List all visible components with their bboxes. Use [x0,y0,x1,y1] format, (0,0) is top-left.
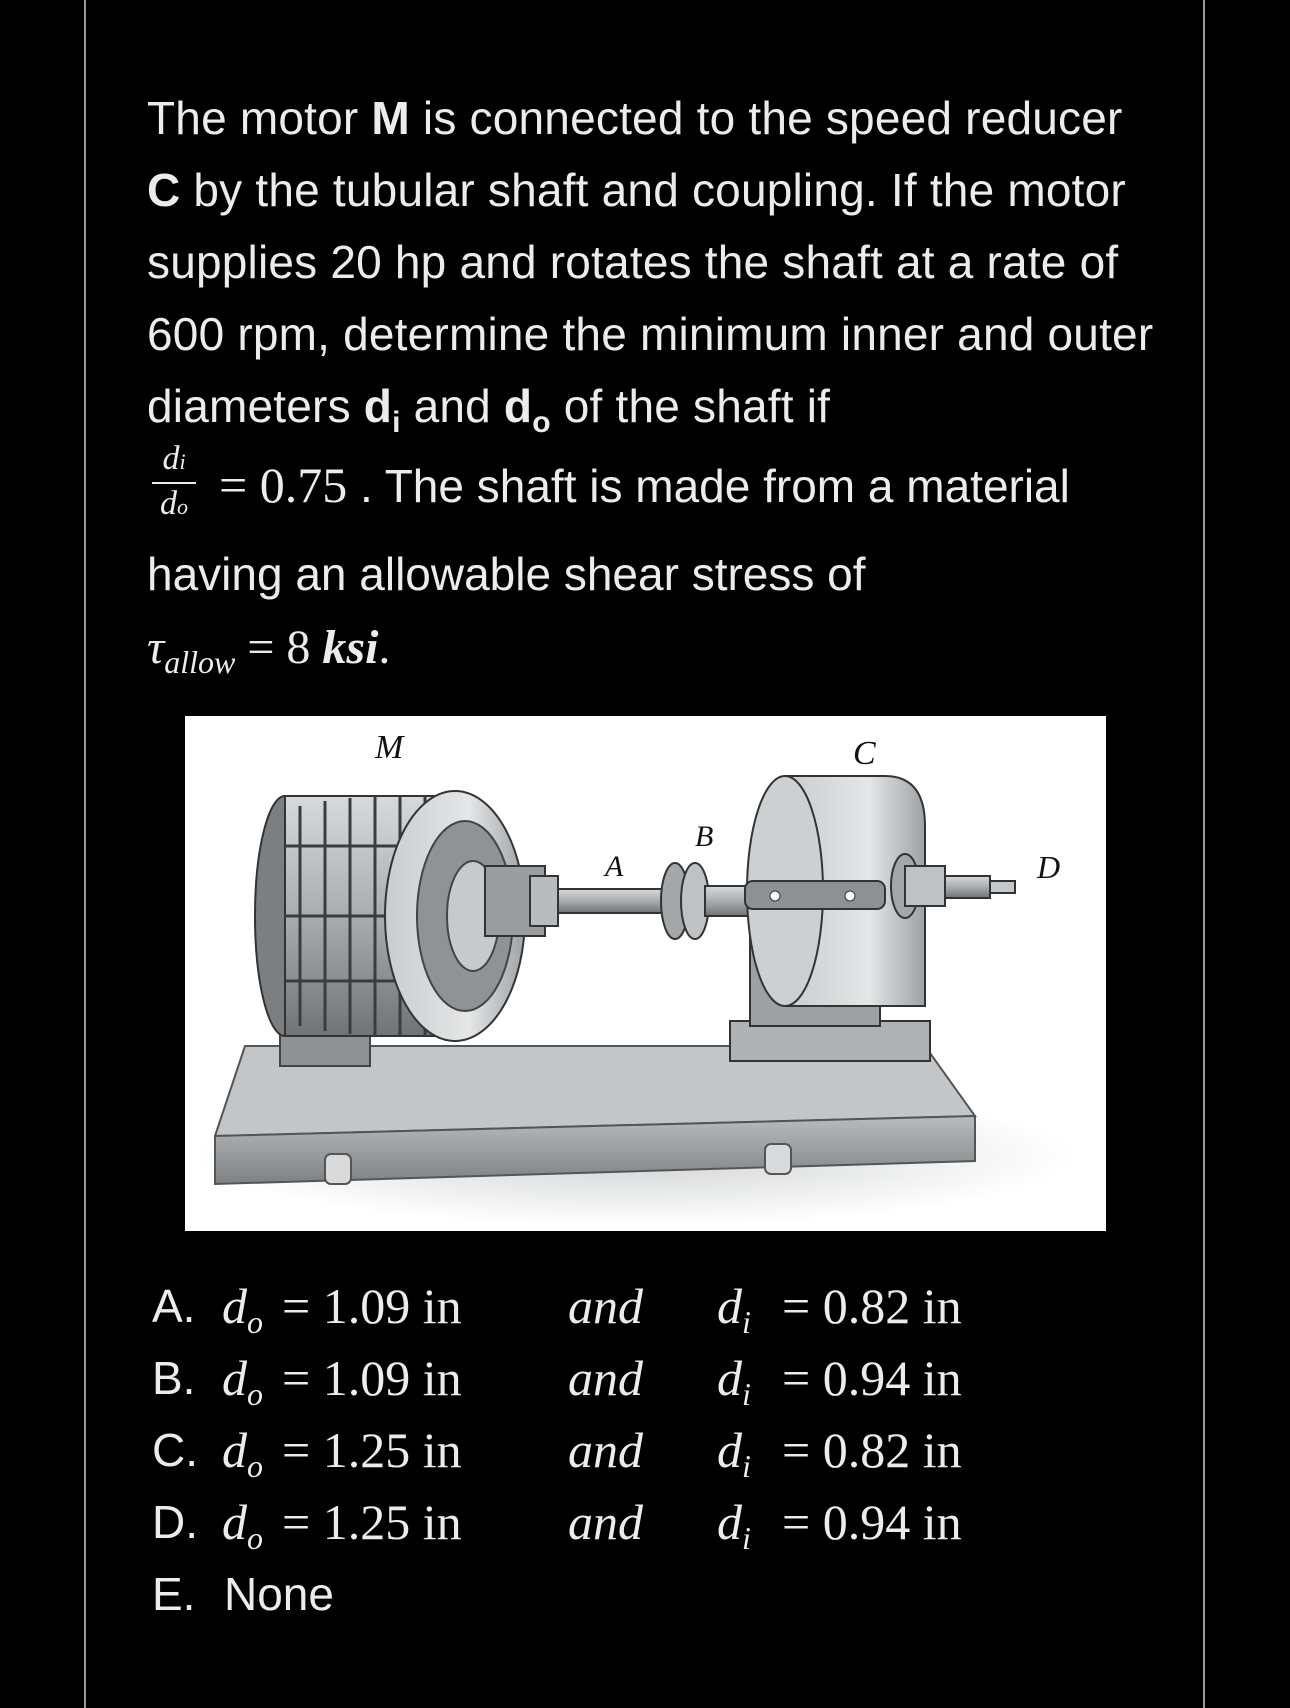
tau-subscript: allow [164,644,236,680]
ratio-equals: = [219,457,260,513]
problem-text-5: of the shaft if [550,380,831,432]
do-symbol: $d_o$ [222,1278,263,1340]
right-border-line [1203,0,1205,1708]
and-text: and [568,1422,643,1478]
tau-symbol: τ [147,621,165,674]
choice-letter: B. [152,1352,196,1404]
do-symbol: $d_o$ [222,1422,263,1484]
allowable-stress: $\tau_{allow} = 8$ ksi. [147,621,391,680]
di-value: = 0.82 in [782,1422,962,1478]
and-text: and [568,1494,643,1550]
problem-text-1: The motor [147,92,372,144]
choice-letter: C. [152,1424,198,1476]
choice-letter: D. [152,1496,198,1548]
answer-choices [152,1270,1152,1630]
coupling-b [661,863,755,939]
motor-symbol: M [371,92,410,144]
choice-letter: A. [152,1280,196,1332]
di-value: = 0.82 in [782,1278,962,1334]
choice-a[interactable] [152,1270,1152,1342]
coupling-a [485,866,558,936]
label-m: M [375,729,404,766]
do-value: = 1.09 in [282,1350,462,1406]
choice-c[interactable] [152,1414,1152,1486]
label-c: C [853,735,876,772]
reducer-symbol: C [147,164,181,216]
tubular-shaft [558,889,668,913]
problem-text-7: having an allowable shear stress of [147,548,866,600]
speed-reducer [730,776,930,1061]
problem-text-4: and [400,380,504,432]
ratio-denominator: do [160,485,188,522]
di-value: = 0.94 in [782,1350,962,1406]
and-text: and [568,1278,643,1334]
do-symbol: $d_o$ [222,1350,263,1412]
ratio-numerator: di [152,440,196,484]
problem-text-6: . The shaft is made from a material [347,460,1070,512]
di-value: = 0.94 in [782,1494,962,1550]
choice-e[interactable] [152,1558,1152,1630]
choice-d[interactable] [152,1486,1152,1558]
ratio-equation [147,440,1157,530]
do-value: = 1.25 in [282,1494,462,1550]
choice-b[interactable] [152,1342,1152,1414]
di-symbol: $d_i$ [717,1422,751,1484]
problem-paragraph [147,82,1157,459]
output-shaft-d [891,854,1015,918]
motor-reducer-figure [185,716,1106,1231]
problem-statement [147,82,1157,459]
problem-text-2: is connected to the speed reducer [409,92,1123,144]
choice-letter: E. [152,1568,196,1620]
problem-text-3: by the tubular shaft and coupling. If the motor supplies 20 hp and rotates the shaft at a rate of 600 rpm, determine the minimum inner and outer diameters [147,164,1154,432]
ratio-fraction [152,440,196,527]
label-a: A [605,850,624,883]
di-symbol: $d_i$ [717,1350,751,1412]
inner-diameter-symbol: $d_i$ [363,380,401,439]
label-b: B [695,820,714,853]
do-value: = 1.09 in [282,1278,462,1334]
di-symbol: $d_i$ [717,1494,751,1556]
choice-text: None [224,1568,334,1620]
ratio-value: 0.75 [259,457,348,513]
do-value: = 1.25 in [282,1422,462,1478]
do-symbol: $d_o$ [222,1494,263,1556]
tau-equals: = 8 [235,621,323,674]
and-text: and [568,1350,643,1406]
di-symbol: $d_i$ [717,1278,751,1340]
motor-reducer-illustration [185,716,1106,1231]
tau-unit: ksi [322,621,379,674]
outer-diameter-symbol: $d_o$ [503,380,551,439]
label-d: D [1037,849,1061,885]
left-border-line [84,0,86,1708]
ratio-value-line [219,455,1070,516]
